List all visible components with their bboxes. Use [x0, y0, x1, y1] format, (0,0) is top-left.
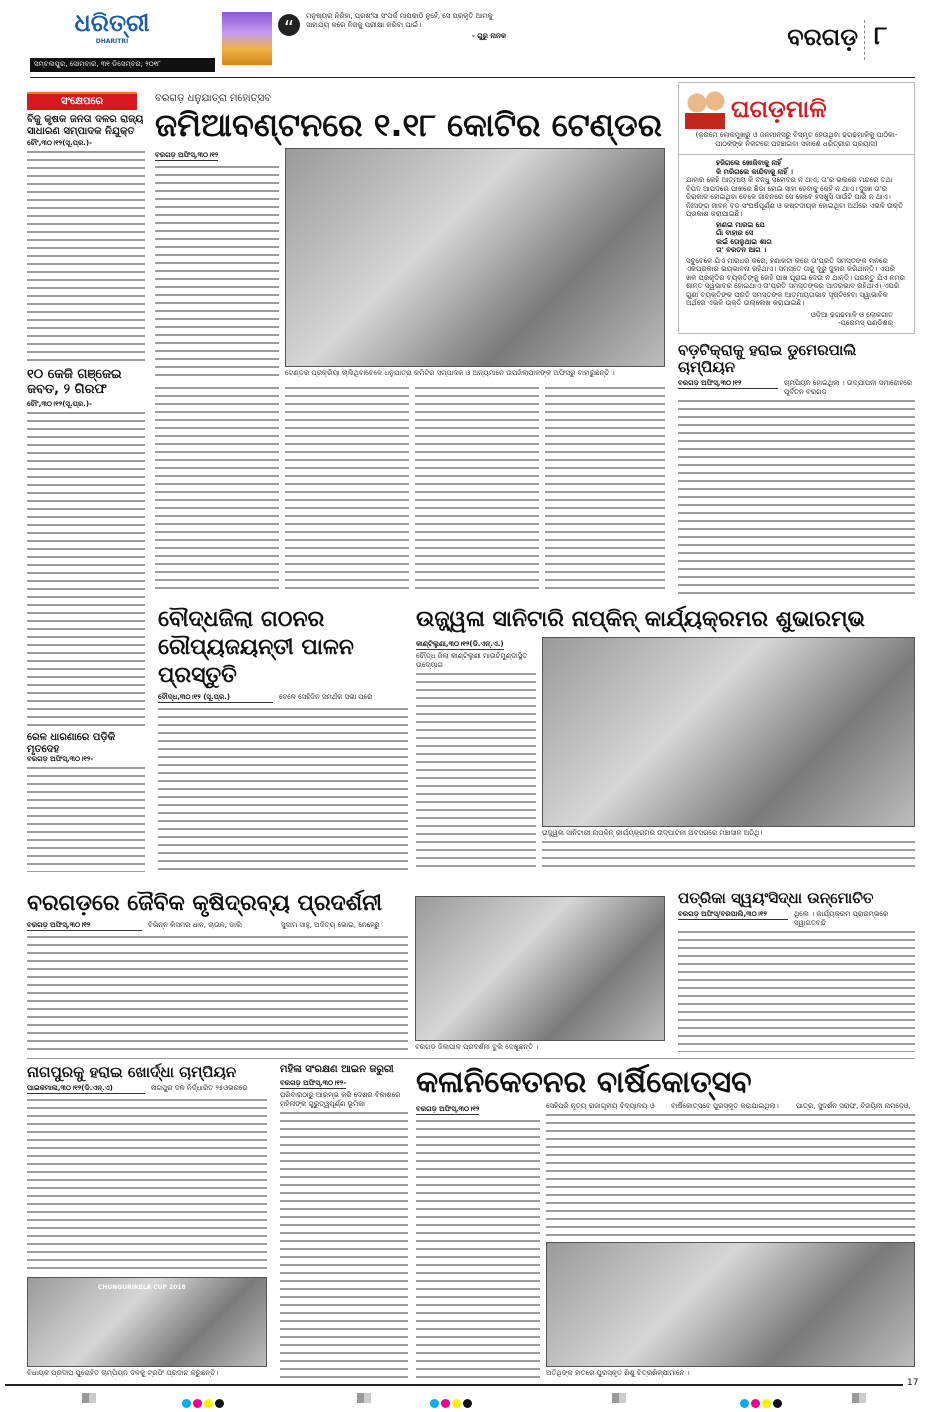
- verse-line: ହଜିଗଲେ ଖୋଜିବାକୁ ନାହିଁ: [716, 159, 782, 167]
- kalaniketan-caption: ଅତିଥିଙ୍କ ହାତରେ ପୁରସ୍କୃତ ଶିଶୁ ଚିତ୍ରଶିଳ୍ପୀମାନେ ।: [546, 1369, 915, 1378]
- lead-body-lower: [155, 384, 665, 594]
- brief-item-2: [27, 368, 145, 728]
- masthead-rule: [30, 77, 915, 78]
- mahila-byline: ବରଗଡ଼ ଅଫିସ୍,୩୦।୧୨-: [280, 1078, 347, 1087]
- badtikra-meta: [678, 376, 915, 397]
- brief-item-1: [27, 114, 145, 364]
- kalaniketan-lead-3: ପାତ୍ର, ସୁଦର୍ଶନ ସରାଫ, ବିଜୟିନୀ ନାମଦେଓ,: [796, 1102, 915, 1111]
- banner-text: CHUNGURIKELA CUP 2018: [98, 1284, 186, 1291]
- ghagha-subtitle: (କ୍ରମେ ଲୋକମୁଖରୁ ଓ ଜନମାନସରୁ ବିସ୍ମୃତ ହେଉଥିବା ଢଗଢମାଳିକୁ ପାଠିକା-ପାଠକଙ୍କ ନିକଟରେ ପହଞ୍ଚାଇବା ସକାଶେ ଧରିତ୍ରୀର ପ୍ରୟାସ): [679, 129, 914, 155]
- lead-kicker: ବରଗଡ଼ ଧନୁଯାତ୍ରା ମହୋତ୍ସବ: [155, 92, 665, 105]
- nagpur-lead: ନାଗପୁର ଦଳ ନିର୍ଦ୍ଧାରିତ ୨୫ଓଭରରେ: [151, 1084, 267, 1096]
- ujjwala-lead: ଚୌଦ୍ଧ ଜିଲା କାଣ୍ଟିଲୁଣୀ ମାଉଟିମୁଣ୍ଡାସ୍ଥିତ ଉଦ୍ୟୋଗ: [416, 652, 536, 670]
- ghagha-body: [679, 155, 914, 333]
- patrika-story: [678, 890, 915, 1052]
- logo: [62, 8, 162, 45]
- dateline: ସମ୍ବଲପୁର, ସୋମବାର, ୩୧ ଡିସେମ୍ବର, ୨୦୧୮: [30, 58, 215, 72]
- jaibika-story: [27, 890, 408, 1052]
- kalaniketan-byline: ବରଗଡ଼ ଅଫିସ୍,୩୦।୧୨: [416, 1105, 480, 1113]
- jaibika-byline: ବରଗଡ଼ ଅଫିସ୍,୩୦।୧୨: [27, 921, 142, 931]
- brief-body: [27, 148, 145, 364]
- registration-mark: [357, 1393, 371, 1403]
- nagpur-photo: [27, 1277, 267, 1367]
- ghagha-title: ଘଗଡ଼ମାଳି: [731, 95, 827, 123]
- column-divider: [864, 20, 865, 60]
- lead-text-column: [155, 148, 279, 378]
- ghagha-box: [678, 82, 915, 334]
- nagpur-body: [27, 1096, 267, 1274]
- ujjwala-text-column: [416, 637, 536, 872]
- jaibika-photo-block: [415, 896, 665, 1052]
- lead-caption: ଟେଣ୍ଡର ପ୍ରକ୍ରିୟା ଚାଲିଥିବାବେଳେ ଧନୁଯାତ୍ରା କମିଟିର ସମ୍ପାଦକ ଓ ଅନ୍ୟମାନେ ଉପଜିଲାପାଳଙ୍କ ଅଫିସରୁ ବାହାରୁଛନ୍ତି ।: [285, 369, 665, 378]
- lead-photo-column: [285, 148, 665, 378]
- lead-body-col1: [155, 163, 279, 378]
- boudh-lead: ବେଳେ ସେହିଦିନ ସମର୍ଥକ ସଭା ପରେ: [279, 693, 408, 705]
- quote-block: [306, 12, 506, 41]
- registration-mark: [612, 1393, 626, 1403]
- badtikra-story: [678, 342, 915, 595]
- jaibika-body: [27, 933, 408, 1052]
- verse-line: ତା' ବରତନ ଆଗ ।: [716, 246, 767, 254]
- ujjwala-body-bottom: [542, 838, 915, 872]
- lead-photo: [285, 148, 665, 367]
- mahila-headline: ମହିଳା ସଂରକ୍ଷଣ ଆଇନ ଜରୁରୀ: [280, 1064, 408, 1076]
- ujjwala-row: [416, 637, 915, 872]
- cmyk-dots: [430, 1393, 474, 1412]
- cmyk-dots: [182, 1393, 226, 1412]
- boudh-body: [158, 705, 408, 872]
- ujjwala-photo-column: [542, 637, 915, 872]
- kalaniketan-lead: ସେହିପରି ନୃତ୍ୟ ରାଜାଗୃହୀୟ ବିଦ୍ୟାଳୟ ଓ: [546, 1102, 665, 1111]
- lead-headline: ଜମିଆବଣ୍ଟନରେ ୧.୧୮ କୋଟିର ଟେଣ୍ଡର: [155, 107, 665, 144]
- jaibika-lead: ବିଭିନ୍ନ କିସମର ଧାନ, ଚାଉଳ, ଡାଲି: [148, 921, 275, 933]
- brief-dateline: ଚୌଂ,୩୦।୧୨(ସୂ.ପ୍ର.)-: [27, 139, 145, 148]
- badtikra-byline: ବରଗଡ଼ ଅଫିସ୍,୩୦।୧୨: [678, 379, 778, 389]
- guru-nanak-image: [222, 12, 272, 65]
- badtikra-headline: ବଡ଼ଟିକ୍ରାକୁ ହରାଇ ଡୁମେରପାଲି ଚାମ୍ପିୟନ: [678, 342, 915, 377]
- lead-top-row: [155, 148, 665, 378]
- patrika-meta: [678, 907, 915, 928]
- section-divider: [27, 1058, 915, 1059]
- ujjwala-body-left: [416, 670, 536, 872]
- brief-dateline: ବରଗଡ଼ ଅଫିସ୍,୩୦।୧୨-: [27, 755, 145, 764]
- boudh-byline: ବୌଦ୍ଧ,୩୦।୧୨ (ସୂ.ପ୍ର.): [158, 693, 273, 703]
- kalaniketan-photo: [546, 1242, 915, 1367]
- cartoon-faces-icon: [685, 89, 725, 129]
- brief-dateline: ଚୌଂ,୩୦।୧୨(ସୂ.ପ୍ର.)-: [27, 400, 145, 409]
- brief-item-3: [27, 732, 145, 872]
- boudh-headline: ବୌଦ୍ଧଜିଲା ଗଠନର ରୌପ୍ୟଜୟନ୍ତୀ ପାଳନ ପ୍ରସ୍ତୁତି: [158, 606, 408, 690]
- patrika-headline: ପତ୍ରିକା ସ୍ୱୟଂସିଦ୍ଧା ଉନ୍ମୋଚିତ: [678, 890, 915, 907]
- kalaniketan-row: [416, 1102, 915, 1378]
- boudh-story: [158, 606, 408, 872]
- ujjwala-byline: କାଣ୍ଟିଲୁଣା,୩୦।୧୨(ଡି.ଏନ୍.ଏ.): [416, 640, 504, 648]
- jaibika-photo: [415, 896, 665, 1041]
- lead-byline: ବରଗଡ଼ ଅଫିସ୍,୩୦।୧୨: [155, 150, 219, 159]
- kalaniketan-right-column: [546, 1102, 915, 1378]
- boudh-meta: [158, 690, 408, 705]
- brief-body: [27, 409, 145, 728]
- mahila-story: [280, 1064, 408, 1378]
- ghagha-head: [679, 83, 914, 129]
- quote-text: ମନୁଷ୍ୟର ନିରିହା, ପ୍ରଶଂସା ସଂପର୍କ ମାପକାଠି ନୁହେଁ, ସେ ପ୍ରକୃତି ଆମକୁ ସାହାଯ୍ୟ କରେ ନିଜକୁ ପରୀକ୍ଷା କରିବା ପାଇଁ।: [306, 12, 493, 29]
- footer-rule: [5, 1384, 903, 1386]
- ujjwala-caption: ଉଜ୍ଜ୍ୱଳା ସାନିଟାରୀ ନାପ୍‌କିନ୍ କାର୍ଯ୍ୟକ୍ରମର ଉଦ୍‌ଘାଟନୀ ଅବସରରେ ମଞ୍ଚାସୀନ ଅତିଥି।: [542, 829, 915, 838]
- jaibika-headline: ବରଗଡ଼ରେ ଜୈବିକ କୃଷିଦ୍ରବ୍ୟ ପ୍ରଦର୍ଶନୀ: [27, 890, 408, 918]
- kalaniketan-leads: [546, 1102, 915, 1111]
- kalaniketan-body-top: [546, 1111, 915, 1239]
- patrika-byline: ବରଗଡ଼ ଅଫିସ୍/ବରପାଲି,୩୦।୧୨: [678, 910, 788, 920]
- verse-line: ହାଣଇ ମାରଇ ଯେ: [716, 220, 765, 229]
- page-number: ୮: [874, 21, 888, 51]
- logo-sub: DHARITRI: [95, 38, 129, 45]
- kalaniketan-headline: କଳାନିକେତନର ବାର୍ଷିକୋତ୍ସବ: [416, 1064, 915, 1102]
- right-column: [678, 82, 915, 594]
- lead-story: [155, 92, 665, 594]
- brief-title: ରେଳ ଧାରଣାରେ ପଡ଼ିକି ମୃତଦେହ: [27, 732, 145, 755]
- ujjwala-headline: ଉଜ୍ଜ୍ୱଳା ସାନିଟାରି ନାପ୍‌କିନ୍ କାର୍ଯ୍ୟକ୍ରମର ଶୁଭାରମ୍ଭ: [416, 606, 915, 634]
- kalaniketan-text-column: [416, 1102, 540, 1378]
- mahila-body: [280, 1109, 408, 1379]
- registration-mark: [82, 1393, 96, 1403]
- kalaniketan-body-left: [416, 1117, 540, 1378]
- verse-line: ଗାଁ ବାହାର ସେ: [716, 229, 754, 237]
- mahila-lead: ପରିବାରଠାରୁ ଆରମ୍ଭ କରି ଦେଶର ବିକାଶରେ ମହିଳାଙ୍କ ଗୁରୁତ୍ୱପୂର୍ଣ୍ଣ ଭୂମିକା: [280, 1091, 408, 1109]
- brief-title: ୧୦ କେଜି ଗଞ୍ଜେଇ ଜବତ, ୨ ଗିରଫ: [27, 368, 145, 398]
- patrika-body: [678, 928, 915, 1052]
- kalaniketan-lead-2: ବାର୍ଷିକୋତ୍ସବେ ପୁରସ୍କୃତ କରାଯାଇଥିଲା।: [671, 1102, 790, 1111]
- badtikra-body: [678, 397, 915, 594]
- quote-author: - ଗୁରୁ ନାନକ: [471, 32, 506, 40]
- kalaniketan-story: [416, 1064, 915, 1378]
- jaibika-lead-2: ସୁଦାମ ସାହୁ, ଅଦିତ୍ୟ ଭୋଇ, ନେହେରୁ: [281, 921, 408, 933]
- nagpur-story: [27, 1064, 267, 1378]
- brief-label: ସଂକ୍ଷେପରେ: [27, 92, 137, 110]
- verse-1: [686, 159, 907, 176]
- jaibika-caption: ବରଗଡ଼ ଜିଲାପାଳ ପ୍ରଦର୍ଶନୀ ବୁଲି ଦେଖୁଛନ୍ତି ।: [415, 1043, 665, 1052]
- section-title: ବରଗଡ଼: [787, 23, 858, 51]
- verse-2: [686, 221, 907, 255]
- quote-icon: “: [278, 14, 300, 36]
- ujjwala-story: [416, 606, 915, 872]
- nagpur-meta: [27, 1081, 267, 1096]
- ghagha-author: -ପ୍ରେମସ୍ ପଣ୍ଡିଶର୍: [838, 319, 893, 327]
- ghagha-source: ଓଡ଼ିଆ ଢଗଢମାଳି ଓ ଲୋକଗୀତ: [810, 310, 893, 319]
- badtikra-lead: ଚାମ୍ପିୟନ ହୋଇଥିଲା । ଉଦ୍ଯାପନୀ ସମାରୋହରେ ପୂର୍ବତନ ବରଗଡ଼: [784, 379, 915, 397]
- cmyk-dots: [740, 1393, 784, 1412]
- verse-line: ଲଇଁ ତୋଳୁଥାଇ ଶାଗ: [716, 237, 772, 246]
- ghagha-para-1: ଯାହାର କେହି ଆତ୍ମୀୟ କି ବନ୍ଧୁ ସହୋଦର ନ ଥାଏ, ତା'ର ଭଲରେ ମନ୍ଦରେ ତଥା ବିପଦ ଆପଦରେ ପାଖରେ ଛିଡ଼ା ହୋଇ ସାହା ହେବାକୁ କେହି ନ ଥାଏ। ଦୁଃଖ ତା'ର ଚିରକାଳ ହୋଇଥିବା ବେଳେ ଜୀବନରେ ସେ କେବେ ହସଖୁସି ସାଉଁଟି ପାରି ନ ଥାଏ। ନିଃସଙ୍ଗ ଜୀବନ ବଡ଼ ସଂଘର୍ଷପୂର୍ଣ୍ଣ ଓ କଷ୍ଟଦାୟକ ହୋଇଥିବା ଅର୍ଥରେ ଏଭଳି ଉକ୍ତି ପ୍ରକାଶ କରାଯାଇଛି।: [686, 176, 904, 218]
- footer-page-number: 17: [907, 1378, 919, 1388]
- brief-column: [27, 92, 145, 872]
- nagpur-headline: ନାଗପୁରକୁ ହରାଇ ଖୋର୍ଦ୍ଧା ଚାମ୍ପିୟନ: [27, 1064, 267, 1081]
- registration-mark: [852, 1393, 866, 1403]
- logo-text: ଧରିତ୍ରୀ: [74, 9, 150, 37]
- jaibika-meta: [27, 918, 408, 933]
- brief-body: [27, 764, 145, 872]
- nagpur-byline: ପାଇକମାଲ,୩୦।୧୨(ଡି.ଏନ୍.ଏ): [27, 1084, 145, 1094]
- brief-title: ବିଜୁ କୃଷକ ଜନତା ଦଳର ରାଜ୍ୟ ସାଧାରଣ ସମ୍ପାଦକ ନିଯୁକ୍ତ: [27, 114, 144, 137]
- verse-line: କି ମରିଗଲେ କାନ୍ଦିବାକୁ ନାହିଁ ।: [716, 167, 793, 176]
- nagpur-caption: ବିଧାୟକ ପ୍ରଦୀପ ପୁରୋହିତ ଚାମ୍ପିୟନ ଦଳକୁ ଟ୍ରଫି ପ୍ରଦାନ କରୁଛନ୍ତି।: [27, 1369, 267, 1378]
- ujjwala-photo: [542, 637, 915, 827]
- ghagha-para-2: ସବୁବେଳେ ଯିଏ ମାରଧର କରେ, ହଣାକଟା କରେ ତା'ପ୍ରତି ସମସ୍ତଙ୍କ ମନରେ ଏକପ୍ରକାର ଭୟଭାବନା ରହିଥାଏ। ସମସ୍ତେ ତାକୁ ଦୂରୁ ଜୁହାର କରିଥାନ୍ତି। ଏପରି ଖଳ ପ୍ରକୃତିର ବ୍ୟକ୍ତିଙ୍କୁ କେହି ପାଖ ପୂରାଇ ଦେଉ ନ ଥାନ୍ତି। ପରନ୍ତୁ ଯିଏ ନମ୍ର ଶାନ୍ତ ସ୍ୱଭାବର ହୋଇଥାଏ ତା'ପ୍ରତି ସମସ୍ତଙ୍କର ଆଦରଭାବ ରହିଥାଏ। ଏପରି ଗୁଣୀ ବ୍ୟକ୍ତିଙ୍କ ପ୍ରତି ସମସ୍ତଙ୍କ ଆତ୍ମୀୟତାଭାବ ସୃଷ୍ଟିହେବା ସ୍ୱାଭାବିକ ଅର୍ଥରେ ଏଭଳି ଉକ୍ତି ଉଲ୍ଲେଖ କରାଯାଇଛି।: [686, 256, 905, 307]
- patrika-lead: ଥିଲେ । କାର୍ଯ୍ୟକ୍ରମ ପ୍ରାରମ୍ଭରେ ସ୍ୱାଗତବନ୍ଦି: [794, 910, 915, 928]
